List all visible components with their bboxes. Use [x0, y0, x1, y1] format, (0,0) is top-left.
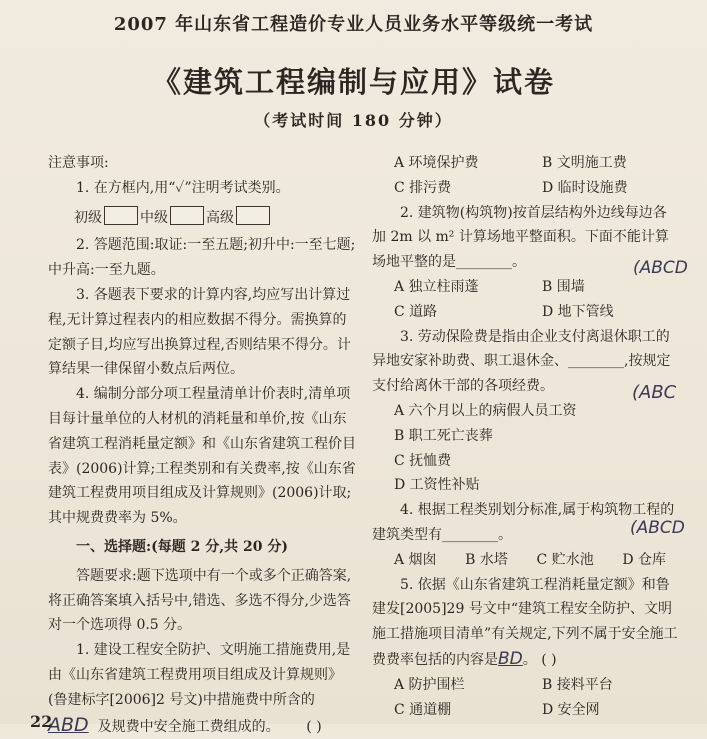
- note-3: 3. 各题表下要求的计算内容,均应写出计算过程,无计算过程表内的相应数据不得分。需换算的定额子目,均应写出换算过程,否则结果不得分。计算结果一律保留小数点后两位。: [48, 286, 351, 378]
- level-junior-box[interactable]: [104, 206, 138, 225]
- q5-paren: 。 ( ): [522, 651, 557, 668]
- q3-option-a: A 六个月以上的病假人员工资: [394, 402, 577, 419]
- level-senior-box[interactable]: [236, 206, 270, 225]
- q5-option-b: B 接料平台: [542, 676, 613, 693]
- q2-option-c: C 道路: [394, 303, 438, 320]
- q2-option-d: D 地下管线: [542, 303, 614, 320]
- note-1: 1. 在方框内,用“✓”注明考试类别。: [76, 179, 290, 196]
- note-2: 2. 答题范围:取证:一至五题;初升中:一至七题;中升高:一至九题。: [48, 237, 356, 279]
- level-checkboxes: [48, 206, 356, 231]
- q1-option-a: A 环境保护费: [394, 155, 479, 171]
- level-senior-label: 高级: [206, 209, 234, 226]
- left-column: [48, 151, 356, 739]
- q1-handwritten-answer: ABD: [48, 713, 89, 736]
- level-mid-label: 中级: [140, 209, 168, 226]
- section-title: 一、选择题:(每题 2 分,共 20 分): [76, 538, 289, 555]
- q5-option-a: A 防护围栏: [394, 676, 465, 693]
- q5-options: [372, 673, 680, 723]
- q5-option-c: C 通道棚: [394, 701, 452, 718]
- exam-title: 《建筑工程编制与应用》试卷: [151, 65, 555, 99]
- notes-heading: 注意事项:: [48, 155, 109, 171]
- q4-handwritten-answer: (ABCD: [630, 518, 685, 538]
- exam-header: 2007 年山东省工程造价专业人员业务水平等级统一考试: [113, 14, 594, 35]
- q4-option-c: C 贮水池: [536, 551, 594, 568]
- q1-option-d: D 临时设施费: [542, 179, 628, 196]
- q3-handwritten-answer: (ABC: [632, 382, 677, 403]
- q3-option-c: C 抚恤费: [394, 452, 452, 469]
- question-5: [372, 573, 680, 673]
- answer-requirements: 答题要求:题下选项中有一个或多个正确答案,将正确答案填入括号中,错选、多选不得分,少选答对一个选项得 0.5 分。: [48, 567, 352, 634]
- q4-option-b: B 水塔: [465, 551, 508, 568]
- q2-options: [372, 275, 680, 325]
- q1-text: 1. 建设工程安全防护、文明施工措施费用,是由《山东省建筑工程费用项目组成及计算规则》(鲁建标字[2006]2 号文)中措施费中所含的: [48, 642, 351, 708]
- q1-line-end: [48, 713, 356, 739]
- level-mid-box[interactable]: [170, 206, 204, 225]
- page-number: 22: [30, 712, 53, 731]
- exam-duration: （考试时间 180 分钟）: [254, 111, 453, 130]
- question-4: 4. 根据工程类别划分标准,属于构筑物工程的建筑类型有________。: [372, 502, 675, 543]
- q2-text: 2. 建筑物(构筑物)按首层结构外边线每边各加 2m 以 m² 计算场地平整面积。下面不能计算场地平整的是: [372, 204, 669, 271]
- q4-option-a: A 烟囱: [394, 551, 437, 568]
- q1-option-c: C 排污费: [394, 179, 452, 196]
- q4-option-d: D 仓库: [622, 551, 666, 568]
- q1-option-b: B 文明施工费: [542, 155, 627, 171]
- q2-option-a: A 独立柱雨蓬: [394, 278, 479, 295]
- q5-handwritten-answer: BD: [498, 648, 523, 669]
- q2-option-b: B 围墙: [542, 278, 585, 295]
- q2-blank: ________。: [456, 254, 526, 271]
- right-column: [372, 151, 680, 722]
- q5-text: 5. 依据《山东省建筑工程消耗量定额》和鲁建发[2005]29 号文中“建筑工程安全防护、文明施工措施项目清单”有关规定,下列不属于安全施工费费率包括的内容是: [372, 576, 678, 668]
- q1-tail: 及规费中安全施工费组成的。: [97, 718, 280, 735]
- question-1: [48, 638, 356, 712]
- q3-option-d: D 工资性补贴: [394, 477, 480, 494]
- q3-option-b: B 职工死亡丧葬: [394, 427, 493, 444]
- level-junior-label: 初级: [74, 209, 102, 226]
- q1-paren: ( ): [306, 718, 322, 735]
- question-3: 3. 劳动保险费是指由企业支付离退休职工的异地安家补助费、职工退休金、________,按规定支付给离休干部的各项经费。: [372, 328, 671, 395]
- q4-options: [372, 548, 680, 573]
- q2-handwritten-answer: (ABCD: [633, 258, 688, 278]
- q5-option-d: D 安全网: [542, 701, 600, 718]
- q1-options: [372, 151, 680, 201]
- note-4: 4. 编制分部分项工程量清单计价表时,清单项目每计量单位的人材机的消耗量和单价,按《山东省建筑工程消耗量定额》和《山东省建筑工程价目表》(2006)计算;工程类别和有关费率,按《山东省建筑工程费用项目组成及计算规则》(2006)计取;其中规费费率为 5%。: [48, 386, 356, 527]
